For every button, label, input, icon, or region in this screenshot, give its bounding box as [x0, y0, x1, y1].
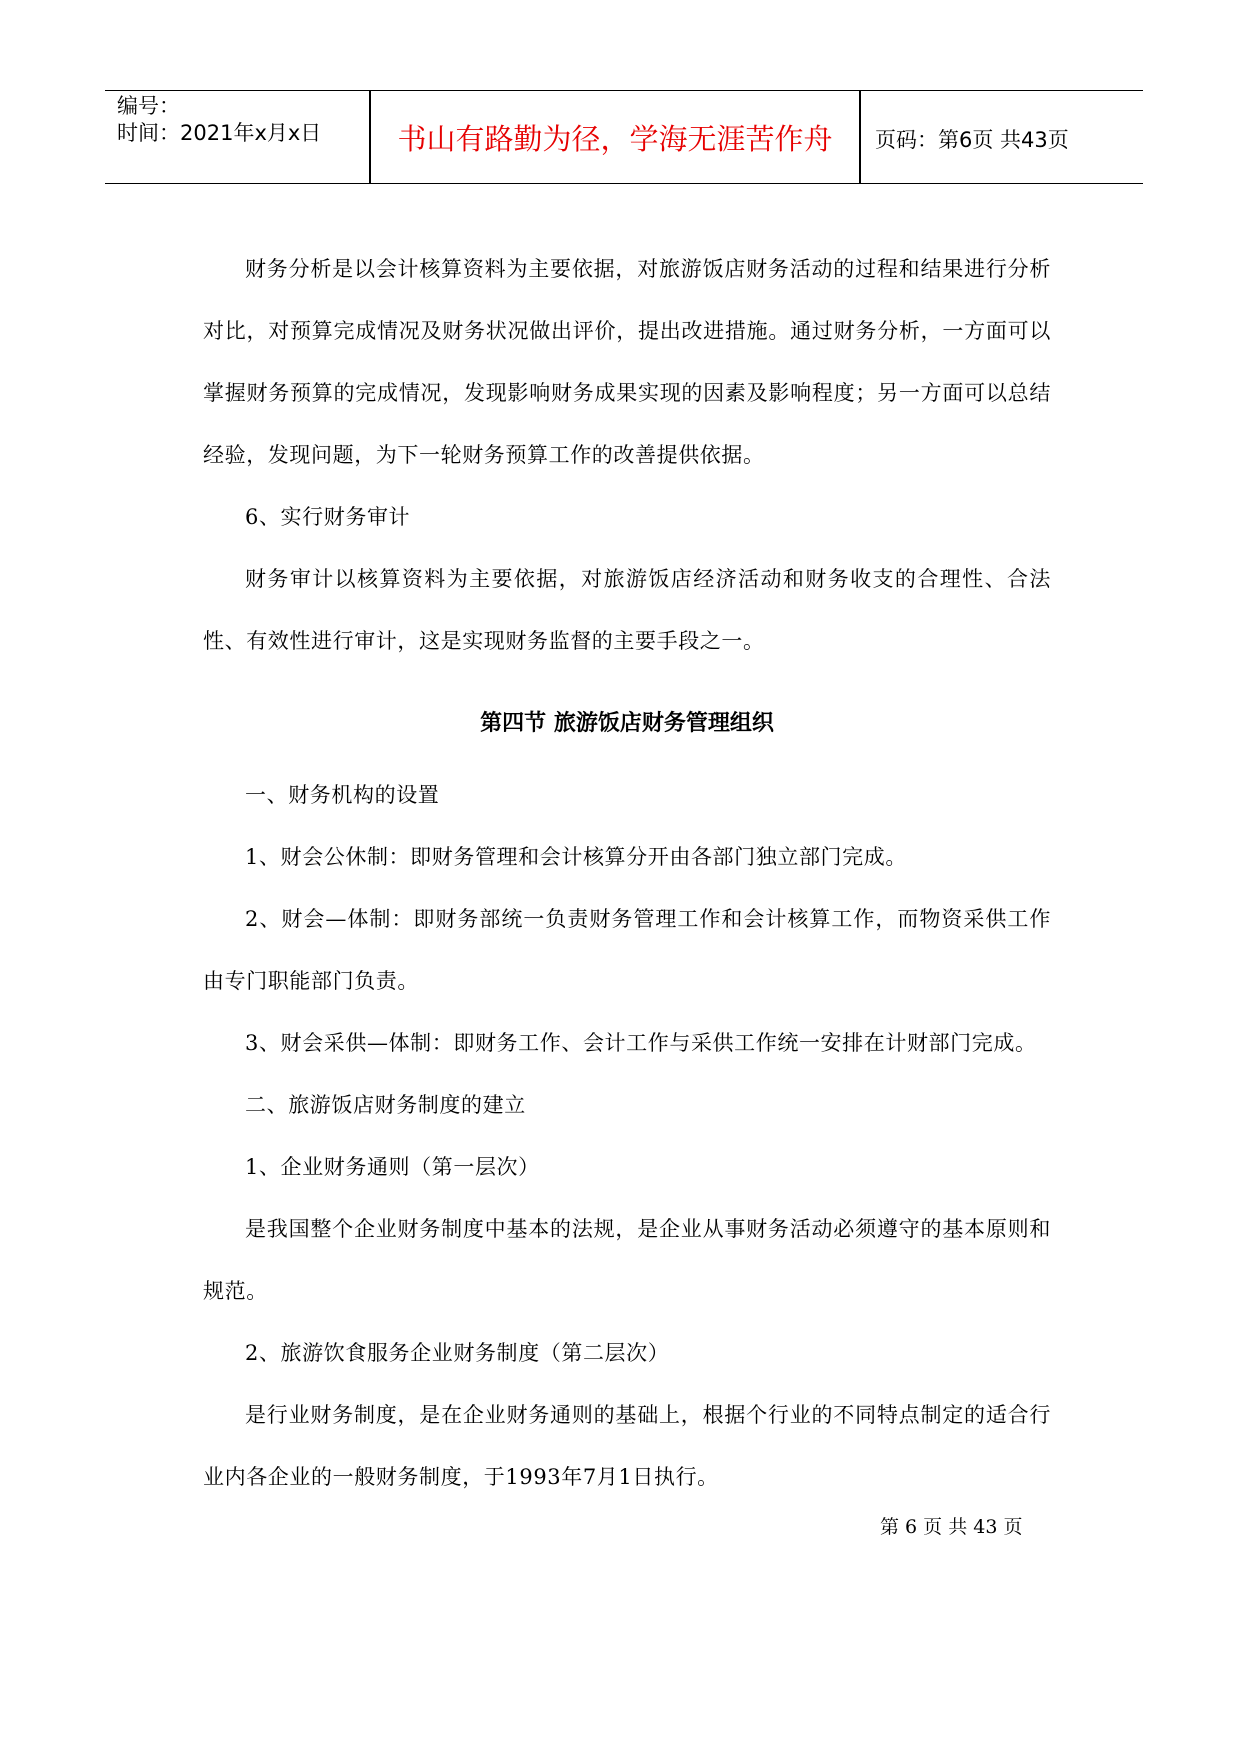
paragraph: 二、旅游饭店财务制度的建立	[245, 1093, 526, 1117]
paragraph: 财务分析是以会计核算资料为主要依据，对旅游饭店财务活动的过程和结果进行分析对比，对预算完成情况及财务状况做出评价，提出改进措施。通过财务分析，一方面可以掌握财务预算的完成情况，发现影响财务成果实现的因素及影响程度；另一方面可以总结经验，发现问题，为下一轮财务预算工作的改善提供依据。	[203, 257, 1051, 467]
section-heading: 第四节 旅游饭店财务管理组织	[480, 711, 774, 736]
header-divider-right	[859, 91, 861, 183]
paragraph: 3、财会采供—体制：即财务工作、会计工作与采供工作统一安排在计财部门完成。	[245, 1031, 1037, 1055]
page-footer: 第 6 页 共 43 页	[880, 1516, 1023, 1538]
paragraph: 6、实行财务审计	[245, 505, 411, 529]
paragraph: 1、企业财务通则（第一层次）	[245, 1155, 540, 1179]
paragraph: 财务审计以核算资料为主要依据，对旅游饭店经济活动和财务收支的合理性、合法性、有效性进行审计，这是实现财务监督的主要手段之一。	[203, 567, 1051, 653]
paragraph: 2、旅游饮食服务企业财务制度（第二层次）	[245, 1341, 670, 1365]
paragraph: 2、财会—体制：即财务部统一负责财务管理工作和会计核算工作，而物资采供工作由专门职能部门负责。	[203, 907, 1051, 993]
paragraph: 是行业财务制度，是在企业财务通则的基础上，根据个行业的不同特点制定的适合行业内各企业的一般财务制度，于1993年7月1日执行。	[203, 1403, 1051, 1489]
page-header	[105, 90, 1143, 184]
paragraph: 1、财会公休制：即财务管理和会计核算分开由各部门独立部门完成。	[245, 845, 907, 869]
paragraph: 一、财务机构的设置	[245, 783, 440, 807]
paragraph: 是我国整个企业财务制度中基本的法规，是企业从事财务活动必须遵守的基本原则和规范。	[203, 1217, 1051, 1303]
header-number-label: 编号：	[117, 94, 180, 118]
header-time-label: 时间：2021年x月x日	[117, 121, 322, 145]
header-motto: 书山有路勤为径，学海无涯苦作舟	[397, 122, 833, 156]
header-page-label: 页码：第6页 共43页	[875, 128, 1069, 152]
